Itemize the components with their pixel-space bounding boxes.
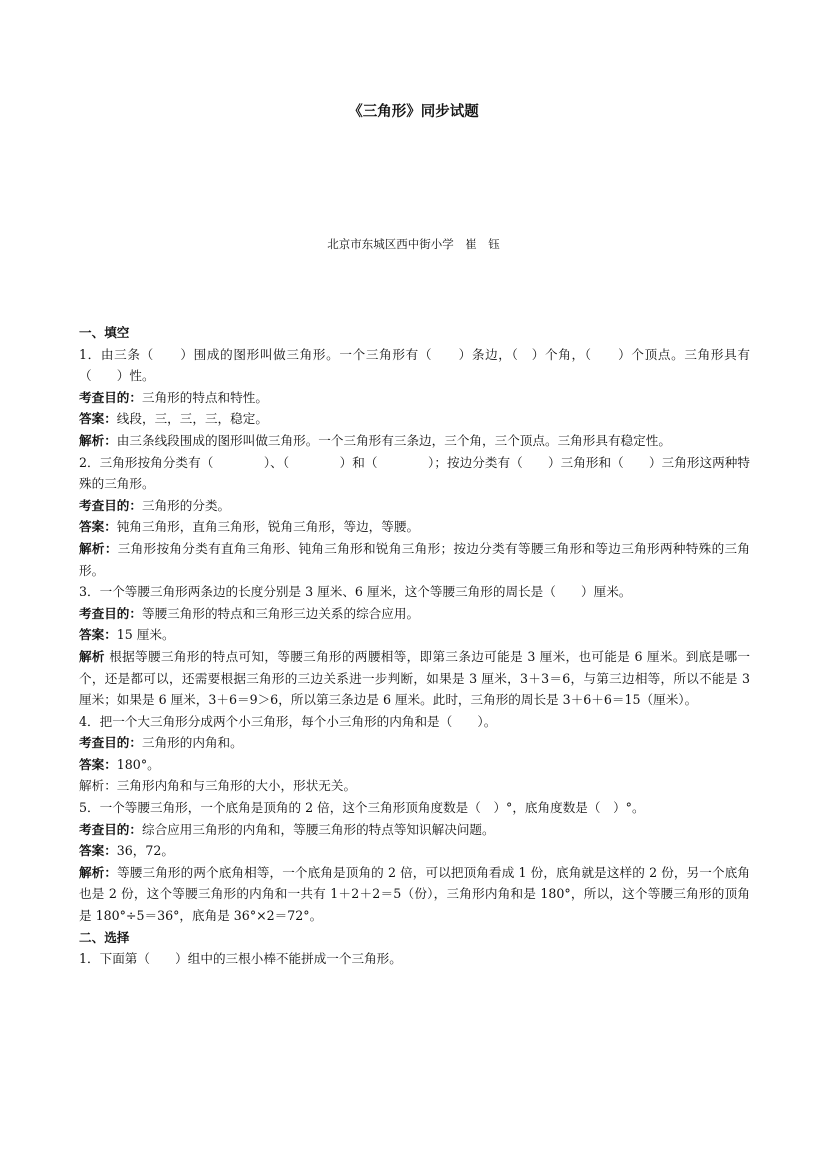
purpose-3 — [79, 603, 750, 625]
answer-1 — [79, 408, 750, 430]
analysis-3 — [79, 646, 750, 711]
purpose-5 — [79, 819, 750, 841]
choice-question-1: 1．下面第（ ）组中的三根小棒不能拼成一个三角形。 — [79, 951, 402, 967]
answer-4 — [79, 754, 750, 776]
purpose-label: 考查目的： — [79, 821, 142, 837]
purpose-label: 考查目的： — [79, 735, 142, 751]
answer-2 — [79, 516, 750, 538]
purpose-1 — [79, 387, 750, 409]
answer-text: 180°。 — [116, 756, 160, 772]
question-4: 4．把一个大三角形分成两个小三角形，每个小三角形的内角和是（ ）。 — [79, 713, 497, 729]
answer-label: 答案： — [79, 756, 117, 772]
analysis-text: 根据等腰三角形的特点可知，等腰三角形的两腰相等，即第三条边可能是 3 厘米，也可能是 6 厘米。到底是哪一个，还是都可以，还需要根据三角形的三边关系进一步判断，如果是 3 厘米，3＋3＝6，与第三边相等，所以不能是 3 厘米；如果是 6 厘米，3＋6＝9＞6，所以第三条边是 6 厘米。此时，三角形的周长是 3＋6＋6＝15（厘米）。 — [79, 648, 751, 708]
analysis-text: 等腰三角形的两个底角相等，一个底角是顶角的 2 倍，可以把顶角看成 1 份，底角就是这样的 2 份，另一个底角也是 2 份，这个等腰三角形的内角和一共有 1＋2＋2＝5（份），三角形内角和是 180°，所以，这个等腰三角形的顶角是 180°÷5＝36°，底角是 36°×2＝72°。 — [79, 864, 750, 924]
purpose-text: 三角形的内角和。 — [141, 735, 243, 751]
document-title: 《三角形》同步试题 — [348, 104, 479, 120]
analysis-label: 解析： — [79, 540, 118, 556]
section-heading-fill-blank: 一、填空 — [79, 325, 130, 340]
purpose-2 — [79, 495, 750, 517]
purpose-text: 等腰三角形的特点和三角形三边关系的综合应用。 — [141, 605, 420, 621]
answer-3 — [79, 624, 750, 646]
analysis-label: 解析 — [79, 648, 105, 664]
answer-5 — [79, 840, 750, 862]
answer-label: 答案： — [79, 627, 117, 643]
analysis-label: 解析： — [79, 432, 117, 448]
purpose-label: 考查目的： — [79, 389, 142, 405]
answer-label: 答案： — [79, 843, 117, 859]
answer-text: 36，72。 — [116, 843, 175, 859]
answer-text: 钝角三角形，直角三角形，锐角三角形，等边，等腰。 — [116, 519, 420, 535]
purpose-text: 三角形的特点和特性。 — [141, 389, 268, 405]
question-5: 5．一个等腰三角形，一个底角是顶角的 2 倍，这个三角形顶角度数是（ ）°，底角度数是（ ）°。 — [79, 800, 645, 816]
analysis-5 — [79, 862, 750, 927]
question-2: 2．三角形按角分类有（ ）、（ ）和（ ）；按边分类有（ ）三角形和（ ）三角形这两种特殊的三角形。 — [79, 454, 750, 492]
purpose-4 — [79, 732, 750, 754]
answer-text: 线段，三，三，三，稳定。 — [116, 411, 268, 427]
answer-label: 答案： — [79, 519, 117, 535]
analysis-text: 三角形按角分类有直角三角形、钝角三角形和锐角三角形；按边分类有等腰三角形和等边三角形两种特殊的三角形。 — [79, 540, 751, 578]
question-3: 3．一个等腰三角形两条边的长度分别是 3 厘米、6 厘米，这个等腰三角形的周长是（ ）厘米。 — [79, 584, 632, 600]
analysis-label: 解析： — [79, 864, 118, 880]
purpose-label: 考查目的： — [79, 605, 142, 621]
analysis-1 — [79, 430, 750, 452]
analysis-text: 由三条线段围成的图形叫做三角形。一个三角形有三条边，三个角，三个顶点。三角形具有稳定性。 — [116, 432, 671, 448]
document-body — [79, 322, 750, 970]
author-line: 北京市东城区西中街小学 崔 钰 — [327, 237, 500, 251]
section-heading-choice: 二、选择 — [79, 929, 130, 945]
analysis-2 — [79, 538, 750, 581]
purpose-label: 考查目的： — [79, 497, 142, 513]
analysis-4: 解析：三角形内角和与三角形的大小，形状无关。 — [79, 778, 357, 794]
purpose-text: 综合应用三角形的内角和，等腰三角形的特点等知识解决问题。 — [141, 821, 495, 837]
question-1: 1．由三条（ ）围成的图形叫做三角形。一个三角形有（ ）条边，（ ）个角，（ ）个顶点。三角形具有（ ）性。 — [79, 346, 750, 384]
answer-label: 答案： — [79, 411, 117, 427]
purpose-text: 三角形的分类。 — [141, 497, 231, 513]
answer-text: 15 厘米。 — [116, 627, 175, 643]
